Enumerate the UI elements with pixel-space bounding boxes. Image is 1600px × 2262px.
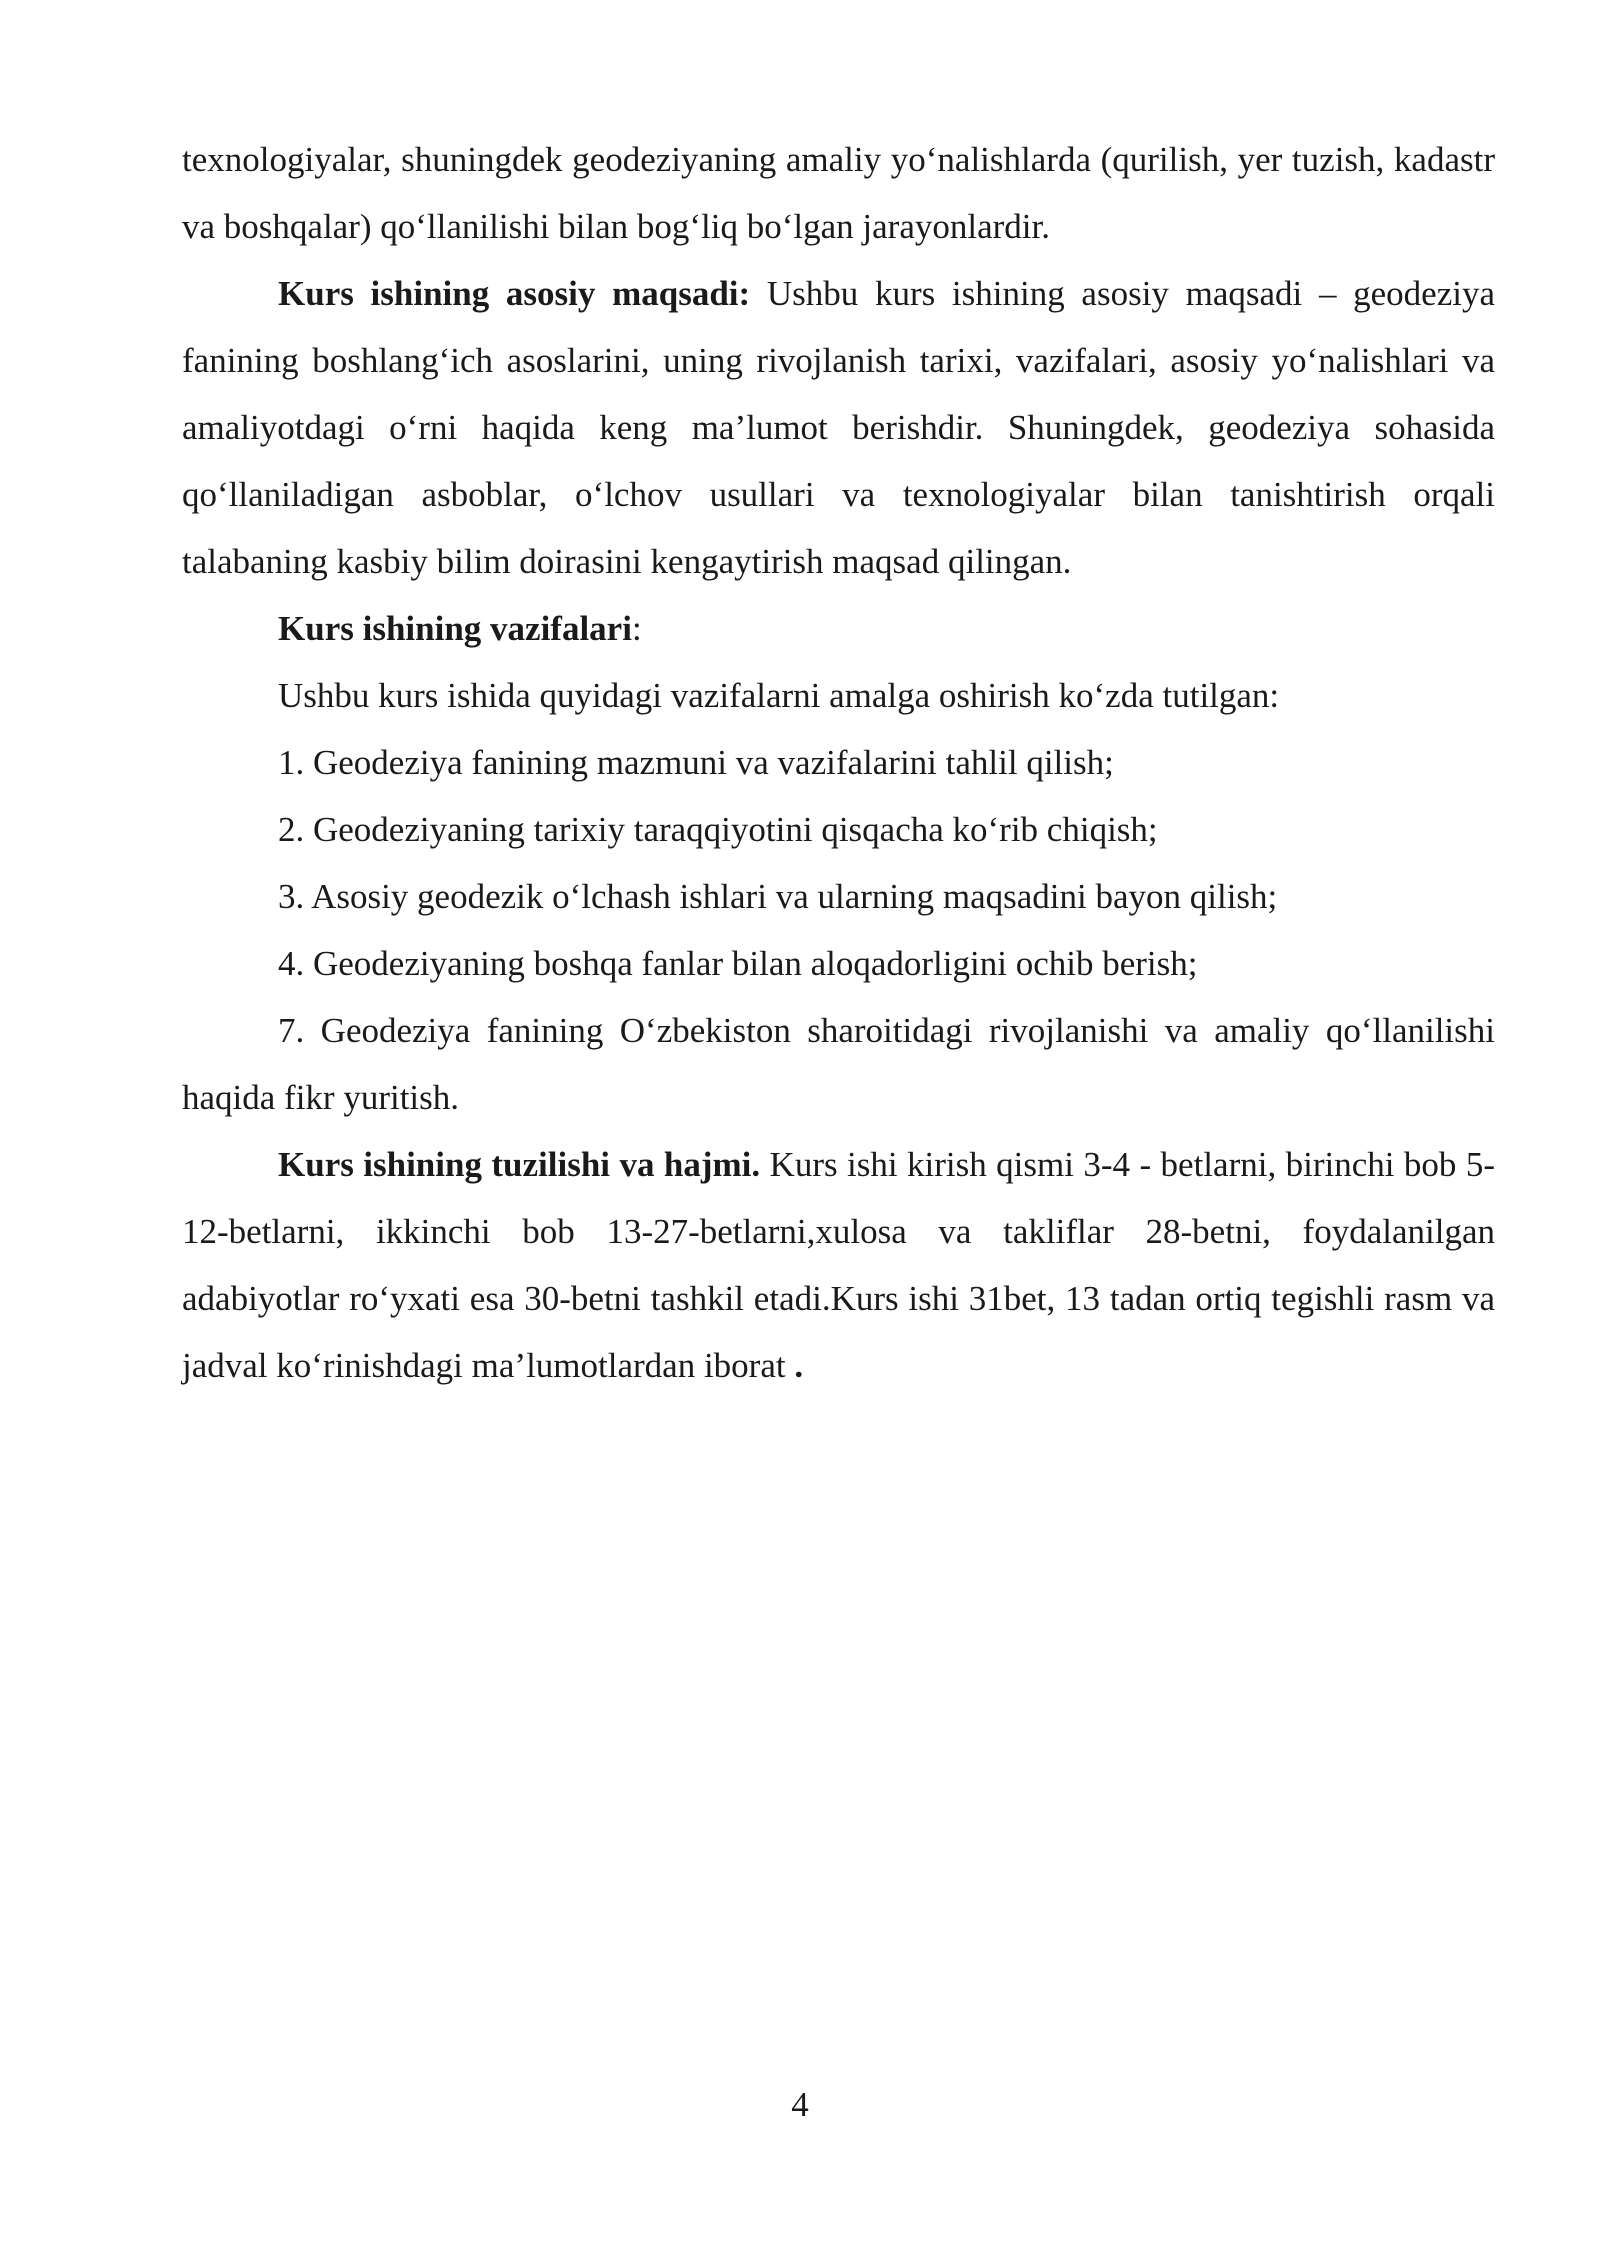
page-number: 4: [791, 2085, 809, 2124]
task-item-1: 1. Geodeziya fanining mazmuni va vazifalarini tahlil qilish;: [278, 743, 1114, 782]
task-item-4: 4. Geodeziyaning boshqa fanlar bilan aloqadorligini ochib berish;: [278, 944, 1198, 983]
structure-end-mark: .: [794, 1346, 804, 1385]
goal-paragraph: [182, 260, 1495, 595]
tasks-heading-line: [182, 595, 1495, 662]
task-item-3: 3. Asosiy geodezik o‘lchash ishlari va ularning maqsadini bayon qilish;: [278, 877, 1278, 916]
tasks-heading-colon: :: [631, 609, 642, 648]
goal-heading: Kurs ishining asosiy maqsadi:: [278, 274, 751, 313]
structure-heading: Kurs ishining tuzilishi va hajmi.: [278, 1145, 761, 1184]
task-item-2: 2. Geodeziyaning tarixiy taraqqiyotini qisqacha ko‘rib chiqish;: [278, 810, 1158, 849]
tasks-heading: Kurs ishining vazifalari: [278, 609, 632, 648]
task-item-7: 7. Geodeziya fanining O‘zbekiston sharoitidagi rivojlanishi va amaliy qo‘llanilishi haqida fikr yuritish.: [182, 1011, 1495, 1117]
page-body: [182, 126, 1495, 1399]
goal-text: Ushbu kurs ishining asosiy maqsadi – geodeziya fanining boshlang‘ich asoslarini, uning rivojlanish tarixi, vazifalari, asosiy yo‘nalishlari va amaliyotdagi o‘rni haqida keng ma’lumot berishdir. Shuningdek, geodeziya sohasida qo‘llaniladigan asboblar, o‘lchov usullari va texnologiyalar bilan tanishtirish orqali talabaning kasbiy bilim doirasini kengaytirish maqsad qilingan.: [182, 274, 1495, 581]
tasks-intro: Ushbu kurs ishida quyidagi vazifalarni amalga oshirish ko‘zda tutilgan:: [278, 676, 1280, 715]
structure-text: Kurs ishi kirish qismi 3-4 - betlarni, birinchi bob 5-12-betlarni, ikkinchi bob 13-27-betlarni,xulosa va takliflar 28-betni, foydalanilgan adabiyotlar ro‘yxati esa 30-betni tashkil etadi.Kurs ishi 31bet, 13 tadan ortiq tegishli rasm va jadval ko‘rinishdagi ma’lumotlardan iborat: [182, 1145, 1495, 1385]
structure-paragraph: [182, 1131, 1495, 1399]
intro-paragraph: texnologiyalar, shuningdek geodeziyaning amaliy yo‘nalishlarda (qurilish, yer tuzish, kadastr va boshqalar) qo‘llanilishi bilan bog‘liq bo‘lgan jarayonlardir.: [182, 140, 1495, 246]
